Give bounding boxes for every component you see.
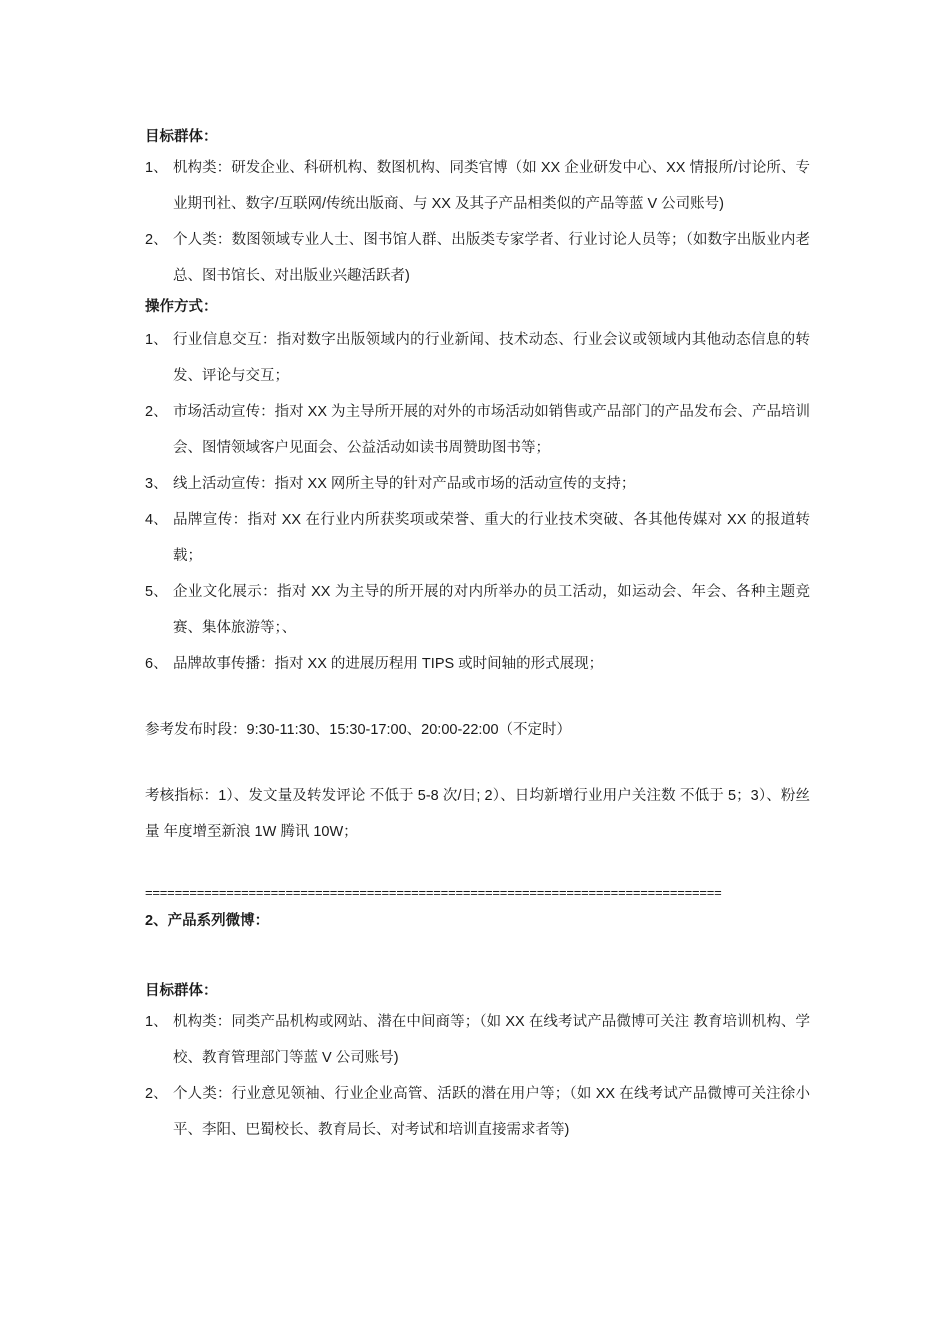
list-item	[145, 394, 810, 466]
target-group-heading: 目标群体：	[145, 983, 218, 999]
list-number: 5、	[145, 584, 168, 600]
list-number: 2、	[145, 1086, 168, 1102]
list-item	[145, 222, 810, 294]
publish-time-text: 参考发布时段：9:30-11:30、15:30-17:00、20:00-22:00（不定时）	[145, 722, 572, 738]
list-text: 行业信息交互：指对数字出版领域内的行业新闻、技术动态、行业会议或领域内其他动态信息的转发、评论与交互；	[173, 332, 810, 384]
list-text: 企业文化展示：指对 XX 为主导的所开展的对内所举办的员工活动，如运动会、年会、各种主题竞赛、集体旅游等；、	[173, 584, 810, 636]
operation-heading: 操作方式：	[145, 299, 218, 315]
section-title: 2、产品系列微博：	[145, 913, 270, 929]
list-item	[145, 1076, 810, 1148]
list-text: 市场活动宣传：指对 XX 为主导所开展的对外的市场活动如销售或产品部门的产品发布会、产品培训会、图情领域客户见面会、公益活动如读书周赞助图书等；	[173, 404, 810, 456]
list-item	[145, 574, 810, 646]
list-item	[145, 322, 810, 394]
list-text: 机构类：同类产品机构或网站、潜在中间商等；（如 XX 在线考试产品微博可关注 教育培训机构、学校、教育管理部门等蓝 V 公司账号)	[173, 1014, 810, 1066]
list-text: 个人类：行业意见领袖、行业企业高管、活跃的潜在用户等；（如 XX 在线考试产品微博可关注徐小平、李阳、巴蜀校长、教育局长、对考试和培训直接需求者等)	[173, 1086, 810, 1138]
list-number: 4、	[145, 512, 168, 528]
list-number: 6、	[145, 656, 168, 672]
list-text: 线上活动宣传：指对 XX 网所主导的针对产品或市场的活动宣传的支持；	[173, 476, 636, 492]
list-number: 1、	[145, 160, 168, 176]
target-group-heading: 目标群体：	[145, 129, 218, 145]
list-item	[145, 466, 810, 502]
list-text: 个人类：数图领域专业人士、图书馆人群、出版类专家学者、行业讨论人员等；（如数字出版业内老总、图书馆长、对出版业兴趣活跃者)	[173, 232, 810, 284]
kpi-text: 考核指标：1）、发文量及转发评论 不低于 5-8 次/日; 2）、日均新增行业用户关注数 不低于 5；3）、粉丝量 年度增至新浪 1W 腾讯 10W；	[145, 788, 810, 840]
list-number: 1、	[145, 1014, 168, 1030]
document-page	[145, 124, 810, 1148]
list-text: 品牌故事传播：指对 XX 的进展历程用 TIPS 或时间轴的形式展现；	[173, 656, 604, 672]
section-divider: ==============================================================================	[145, 885, 722, 900]
list-item	[145, 502, 810, 574]
list-item	[145, 150, 810, 222]
list-item	[145, 646, 810, 682]
list-number: 2、	[145, 404, 168, 420]
list-number: 1、	[145, 332, 168, 348]
list-text: 机构类：研发企业、科研机构、数图机构、同类官博（如 XX 企业研发中心、XX 情报所/讨论所、专业期刊社、数字/互联网/传统出版商、与 XX 及其子产品相类似的产品等蓝 V 公司账号)	[173, 160, 810, 212]
list-number: 2、	[145, 232, 168, 248]
list-text: 品牌宣传：指对 XX 在行业内所获奖项或荣誉、重大的行业技术突破、各其他传媒对 XX 的报道转载；	[173, 512, 810, 564]
list-item	[145, 1004, 810, 1076]
list-number: 3、	[145, 476, 168, 492]
